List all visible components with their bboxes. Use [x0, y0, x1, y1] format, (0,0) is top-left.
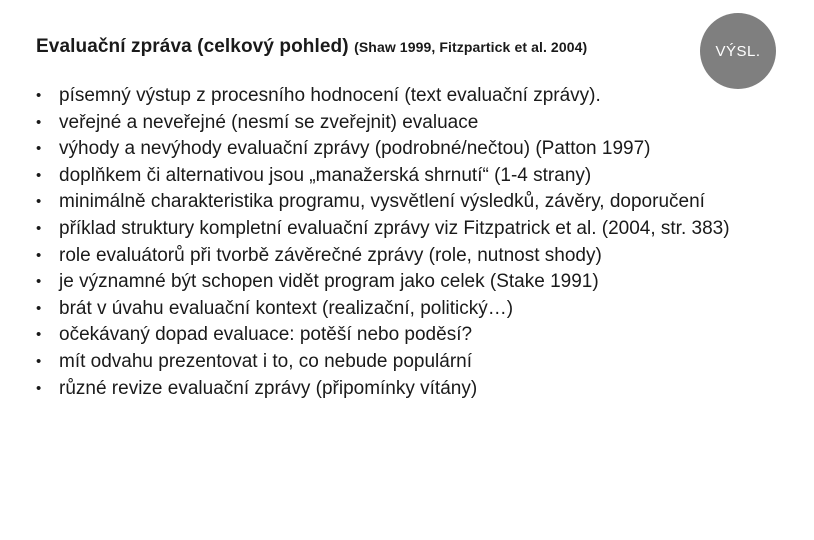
list-item-text: příklad struktury kompletní evaluační zprávy viz Fitzpatrick et al. (2004, str. 383): [59, 217, 730, 239]
bullet-icon: •: [36, 193, 42, 211]
list-item: [36, 297, 756, 321]
bullet-icon: •: [36, 219, 42, 237]
list-item: [36, 111, 756, 135]
bullet-icon: •: [36, 352, 42, 370]
slide-title-citation: (Shaw 1999, Fitzpartick et al. 2004): [354, 39, 588, 55]
bullet-icon: •: [36, 246, 42, 264]
vysl-badge-button[interactable]: [700, 13, 776, 89]
bullet-icon: •: [36, 379, 42, 397]
bullet-icon: •: [36, 140, 42, 158]
vysl-badge-label: VÝSL.: [715, 42, 761, 60]
bullet-icon: •: [36, 87, 42, 104]
list-item: [36, 270, 756, 294]
list-item: [36, 164, 756, 188]
bullet-list: [36, 84, 756, 403]
list-item-text: minimálně charakteristika programu, vysvětlení výsledků, závěry, doporučení: [59, 191, 705, 213]
bullet-icon: •: [36, 113, 42, 131]
list-item: [36, 84, 756, 108]
list-item-text: role evaluátorů při tvorbě závěrečné zprávy (role, nutnost shody): [59, 244, 602, 266]
list-item: [36, 190, 756, 214]
list-item: [36, 217, 756, 241]
list-item: [36, 350, 756, 374]
bullet-icon: •: [36, 273, 42, 291]
list-item: [36, 323, 756, 347]
bullet-icon: •: [36, 326, 42, 344]
list-item-text: písemný výstup z procesního hodnocení (text evaluační zprávy).: [59, 85, 601, 106]
list-item-text: výhody a nevýhody evaluační zprávy (podrobné/nečtou) (Patton 1997): [59, 138, 651, 160]
list-item-text: je významné být schopen vidět program jako celek (Stake 1991): [59, 271, 599, 293]
slide-title-main: Evaluační zpráva (celkový pohled): [36, 36, 349, 57]
slide-title: [36, 36, 587, 58]
list-item-text: veřejné a neveřejné (nesmí se zveřejnit) evaluace: [59, 111, 479, 133]
bullet-icon: •: [36, 166, 42, 184]
bullet-icon: •: [36, 299, 42, 317]
list-item-text: různé revize evaluační zprávy (připomínky vítány): [59, 377, 478, 399]
list-item: [36, 244, 756, 268]
list-item-text: doplňkem či alternativou jsou „manažerská shrnutí“ (1-4 strany): [59, 164, 592, 186]
list-item-text: brát v úvahu evaluační kontext (realizační, politický…): [59, 297, 514, 319]
list-item-text: očekávaný dopad evaluace: potěší nebo poděsí?: [59, 324, 473, 346]
list-item: [36, 377, 756, 401]
list-item-text: mít odvahu prezentovat i to, co nebude populární: [59, 350, 472, 372]
list-item: [36, 137, 756, 161]
